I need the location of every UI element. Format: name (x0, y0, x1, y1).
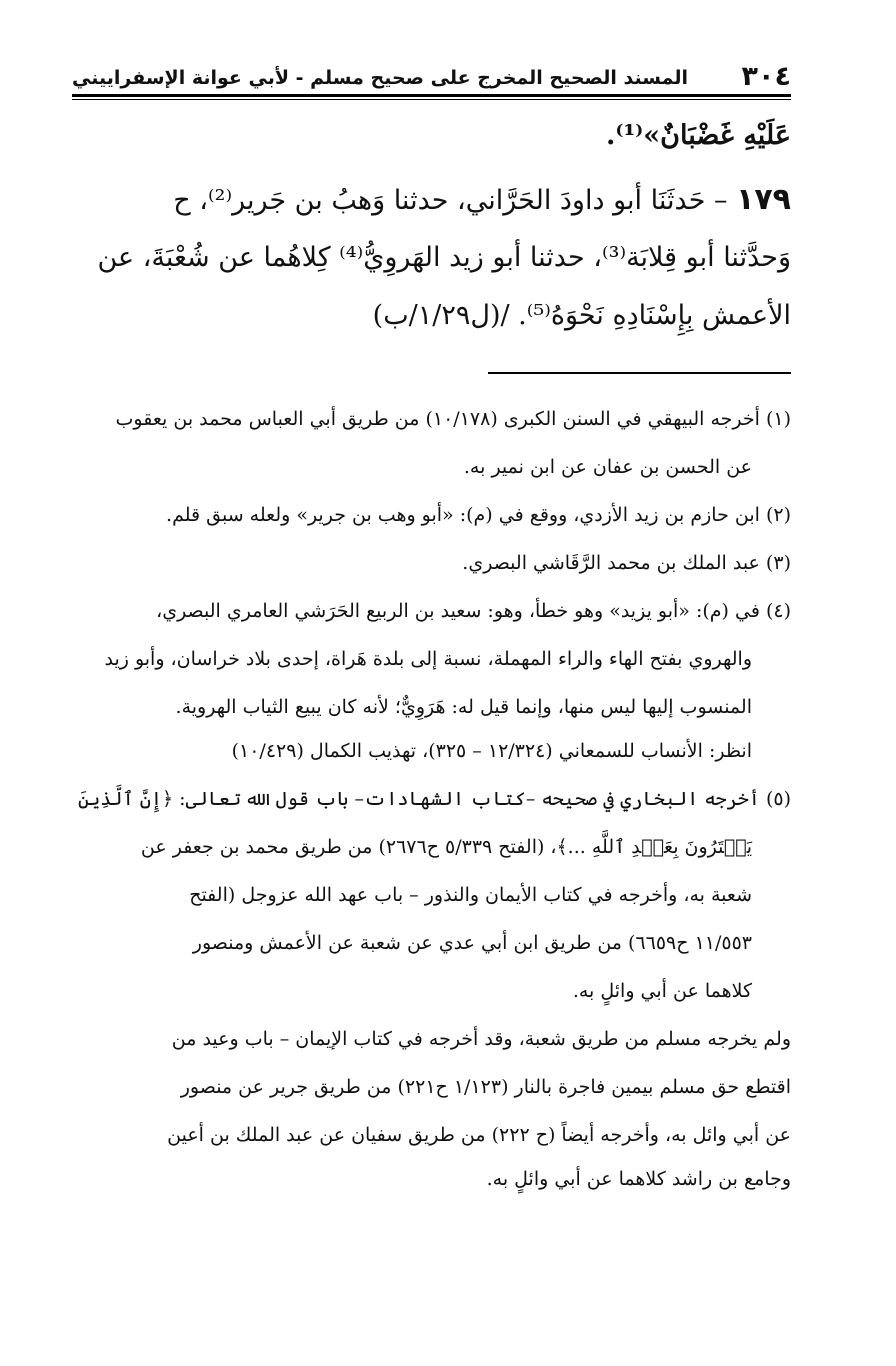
hadith-number: ١٧٩ (736, 182, 791, 217)
page-number: ٣٠٤ (741, 61, 791, 92)
footnote-5-line-2: يَشۡتَرُونَ بِعَهۡدِ ٱللَّهِ ...﴾، (الفتح ٥/٣٣٩ ح٢٦٧٦) من طريق محمد بن جعفر عن (140, 836, 752, 858)
footnote-paragraph-line-1: ولم يخرجه مسلم من طريق شعبة، وقد أخرجه في كتاب الإيمان – باب وعيد من (171, 1028, 791, 1050)
footnote-paragraph-line-3: عن أبي وائل به، وأخرجه أيضاً (ح ٢٢٢) من طريق سفيان عن عبد الملك بن أعين (167, 1124, 791, 1146)
main-text-line-1: عَلَيْهِ غَضْبَانٌ»⁽¹⁾. (605, 120, 791, 151)
header-rule (72, 94, 791, 97)
footnote-1-line-1: (١) أخرجه البيهقي في السنن الكبرى (١٠/١٧٨) من طريق أبي العباس محمد بن يعقوب (115, 408, 791, 430)
main-text-line-3: وَحدَّثنا أبو قِلابَة⁽³⁾، حدثنا أبو زيد الهَروِيُّ⁽⁴⁾ كِلاهُما عن شُعْبَةَ، عن (97, 242, 791, 273)
main-text-line-2 (173, 180, 791, 221)
footnote-4-line-2: والهروي بفتح الهاء والراء المهملة، نسبة إلى بلدة هَراة، إحدى بلاد خراسان، وأبو زيد (104, 648, 752, 670)
footnote-1-line-2: عن الحسن بن عفان عن ابن نمير به. (463, 456, 752, 478)
footnote-paragraph-line-2: اقتطع حق مسلم بيمين فاجرة بالنار (١/١٢٣ ح٢٢١) من طريق جرير عن منصور (180, 1076, 791, 1098)
footnote-4-line-3: المنسوب إليها ليس منها، وإنما قيل له: هَرَوِيٌّ؛ لأنه كان يبيع الثياب الهروية. (175, 696, 752, 718)
header-rule-thin (72, 99, 791, 100)
hadith-isnad-start: – حَدثَنَا أبو داودَ الحَرَّاني، حدثنا وَهبُ بن جَرير⁽²⁾، ح (173, 185, 728, 216)
page-header (72, 56, 791, 92)
footnote-paragraph-line-4: وجامع بن راشد كلاهما عن أبي وائلٍ به. (486, 1168, 791, 1190)
footnote-5-line-5: كلاهما عن أبي وائلٍ به. (572, 980, 752, 1002)
footnote-4-line-4: انظر: الأنساب للسمعاني (١٢/٣٢٤ – ٣٢٥)، تهذيب الكمال (١٠/٤٢٩) (231, 740, 752, 762)
footnote-5-line-4: ١١/٥٥٣ ح٦٦٥٩) من طريق ابن أبي عدي عن شعبة عن الأعمش ومنصور (192, 932, 752, 954)
footnote-separator (488, 372, 791, 374)
footnote-3: (٣) عبد الملك بن محمد الرَّقَاشي البصري. (462, 552, 791, 574)
footnote-4-line-1: (٤) في (م): «أبو يزيد» وهو خطأ، وهو: سعيد بن الربيع الحَرَشي العامري البصري، (156, 600, 791, 622)
footnote-5-line-1: (٥) أخرجه البخاري في صحيحه –كتاب الشهادات– باب قول الله تعالى: ﴿إِنَّ ٱلَّذِينَ (78, 788, 791, 810)
footnote-2: (٢) ابن حازم بن زيد الأزدي، ووقع في (م): «أبو وهب بن جرير» ولعله سبق قلم. (166, 504, 791, 526)
running-title: المسند الصحيح المخرج على صحيح مسلم - لأبي عوانة الإسفراييني (72, 67, 688, 89)
main-text-line-4: الأعمش بِإِسْنَادِهِ نَحْوَهُ⁽⁵⁾. /(ل١/٢٩/ب) (372, 300, 791, 331)
footnote-5-line-3: شعبة به، وأخرجه في كتاب الأيمان والنذور – باب عهد الله عزوجل (الفتح (189, 884, 752, 906)
